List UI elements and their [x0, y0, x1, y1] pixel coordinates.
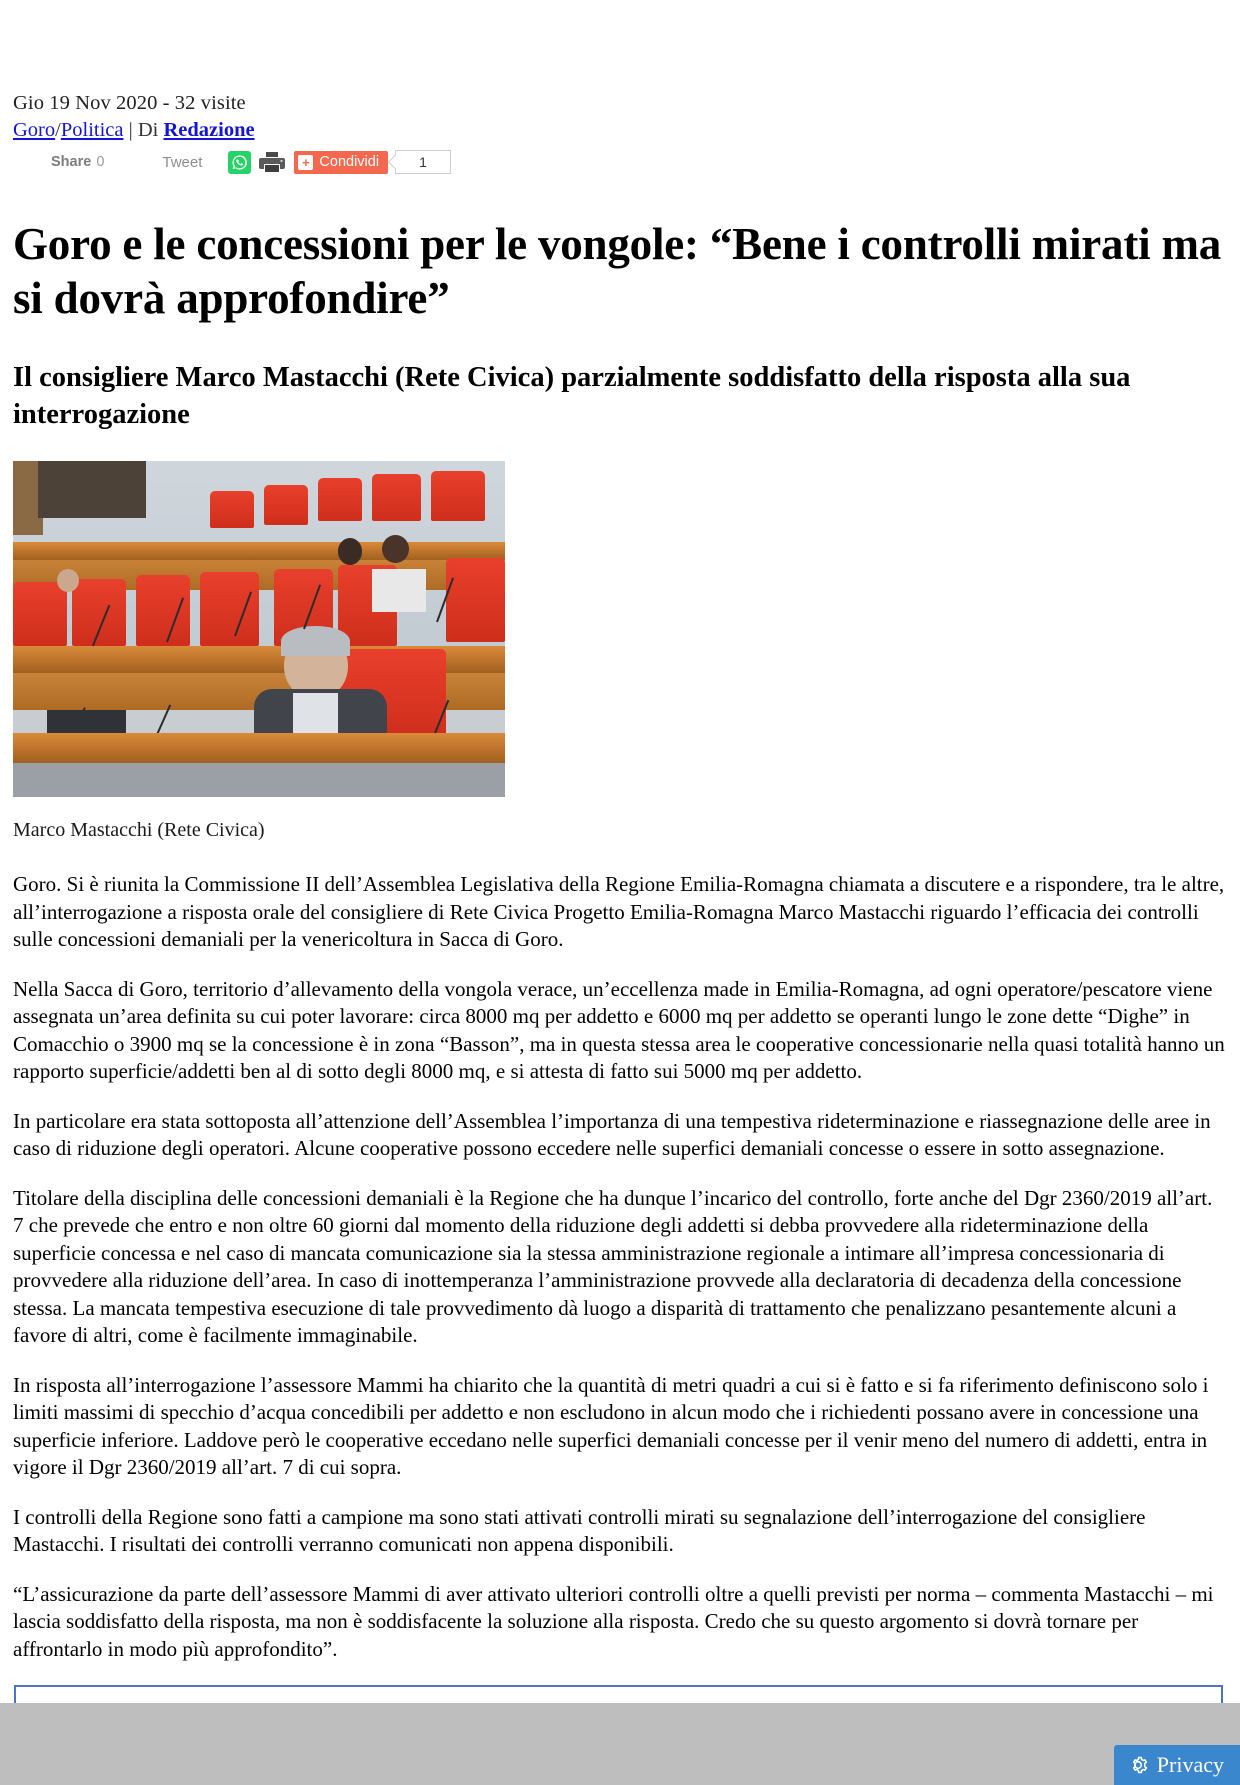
article-paragraph: Titolare della disciplina delle concessioni demaniali è la Regione che ha dunque l’incarico del controllo, forte anche del Dgr 2360/2019 all’art. 7 che prevede che entro e non oltre 60 giorni dal momento della riduzione degli addetti si debba provvedere alla rideterminazione della superficie concessa e nel caso di mancata comunicazione sia la stessa amministrazione regionale a intimare all’impresa concessionaria di provvedere alla riduzione dell’area. In caso di inottemperanza l’amministrazione provvede alla declaratoria di decadenza della concessione stessa. La mancata tempestiva esecuzione di tale provvedimento dà luogo a disparità di trattamento che penalizzano pesantemente alcuni a favore di altri, come è facilmente immaginabile. — [13, 1185, 1213, 1347]
breadcrumb-separator-slash: / — [55, 119, 61, 141]
article-figure — [13, 461, 505, 843]
privacy-badge[interactable] — [1114, 1745, 1240, 1785]
breadcrumb-link-place[interactable]: Goro — [13, 119, 56, 141]
byline-author-link[interactable]: Redazione — [163, 119, 255, 141]
article-body — [13, 871, 1226, 1663]
twitter-tweet-button[interactable]: Tweet — [162, 153, 203, 171]
privacy-label: Privacy — [1156, 1752, 1224, 1777]
article-paragraph: “L’assicurazione da parte dell’assessore Mammi di aver attivato ulteriori controlli oltre a quelli previsti per norma – commenta Mastacchi – mi lascia soddisfatto della risposta, ma non è soddisfacente la soluzione alla risposta. Credo che su questo argomento si dovrà tornare per affrontarlo in modo più approfondito”. — [13, 1581, 1214, 1661]
plus-icon: + — [298, 155, 313, 170]
whatsapp-icon[interactable] — [228, 151, 251, 174]
article-paragraph: In particolare era stata sottoposta all’attenzione dell’Assemblea l’importanza di una tempestiva rideterminazione e riassegnazione delle aree in caso di riduzione degli operatori. Alcune cooperative possono eccedere nelle superfici demaniali concesse o essere in sotto assegnazione. — [13, 1108, 1211, 1160]
facebook-share-button[interactable] — [51, 154, 104, 170]
article-paragraph: Nella Sacca di Goro, territorio d’allevamento della vongola verace, un’eccellenza made in Emilia-Romagna, ad ogni operatore/pescatore viene assegnata un’area definita su cui poter lavorare: circa 8000 mq per addetto e 6000 mq per addetto se operanti lungo le zone dette “Dighe” in Comacchio o 3900 mq se la concessione è in zona “Basson”, ma in questa stessa area le cooperative concessionarie nella quasi totalità hanno un rapporto superficie/addetti ben al di sotto degli 8000 mq, e si attesta di fatto sui 5000 mq per addetto. — [13, 976, 1225, 1083]
byline-label: Di — [137, 119, 159, 141]
facebook-share-label: Share — [51, 154, 92, 170]
article-paragraph: I controlli della Regione sono fatti a campione ma sono stati attivati controlli mirati su segnalazione dell’interrogazione del consigliere Mastacchi. I risultati dei controlli verranno comunicati non appena disponibili. — [13, 1504, 1146, 1556]
article-paragraph: Goro. Si è riunita la Commissione II dell’Assemblea Legislativa della Regione Emilia-Romagna chiamata a discutere e a rispondere, tra le altre, all’interrogazione a risposta orale del consigliere di Rete Civica Progetto Emilia-Romagna Marco Mastacchi riguardo l’efficacia dei controlli sulle concessioni demaniali per la venericoltura in Sacca di Goro. — [13, 872, 1225, 951]
footer-bar — [0, 1703, 1240, 1785]
breadcrumb-separator-pipe: | — [128, 119, 133, 141]
article-subhead: Il consigliere Marco Mastacchi (Rete Civica) parzialmente soddisfatto della risposta alla sua interrogazione — [13, 362, 1131, 430]
condividi-share-button[interactable] — [294, 151, 388, 174]
article-paragraph: In risposta all’interrogazione l’assessore Mammi ha chiarito che la quantità di metri quadri a cui si è fatto e si fa riferimento definiscono solo i limiti massimi di specchio d’acqua concedibili per addetto e non escludono in alcun modo che i richiedenti possano avere in concessione una superficie inferiore. Laddove però le cooperative eccedano nelle superfici demaniali concesse per il venir meno del numero di addetti, entra in vigore il Dgr 2360/2019 all’art. 7 di cui sopra. — [13, 1372, 1209, 1479]
breadcrumb — [13, 117, 1226, 144]
breadcrumb-link-category[interactable]: Politica — [60, 119, 124, 141]
article-photo — [13, 461, 505, 797]
social-share-bar — [13, 149, 1226, 175]
condividi-label: Condividi — [319, 154, 380, 170]
share-total-count: 1 — [395, 150, 451, 174]
printer-icon[interactable] — [258, 150, 286, 174]
article-meta-dateviews: Gio 19 Nov 2020 - 32 visite — [13, 92, 246, 114]
page-title: Goro e le concessioni per le vongole: “Bene i controlli mirati ma si dovrà approfondire” — [13, 219, 1222, 323]
photo-caption: Marco Mastacchi (Rete Civica) — [13, 819, 265, 841]
facebook-share-count: 0 — [96, 154, 105, 170]
gear-icon — [1127, 1754, 1149, 1776]
